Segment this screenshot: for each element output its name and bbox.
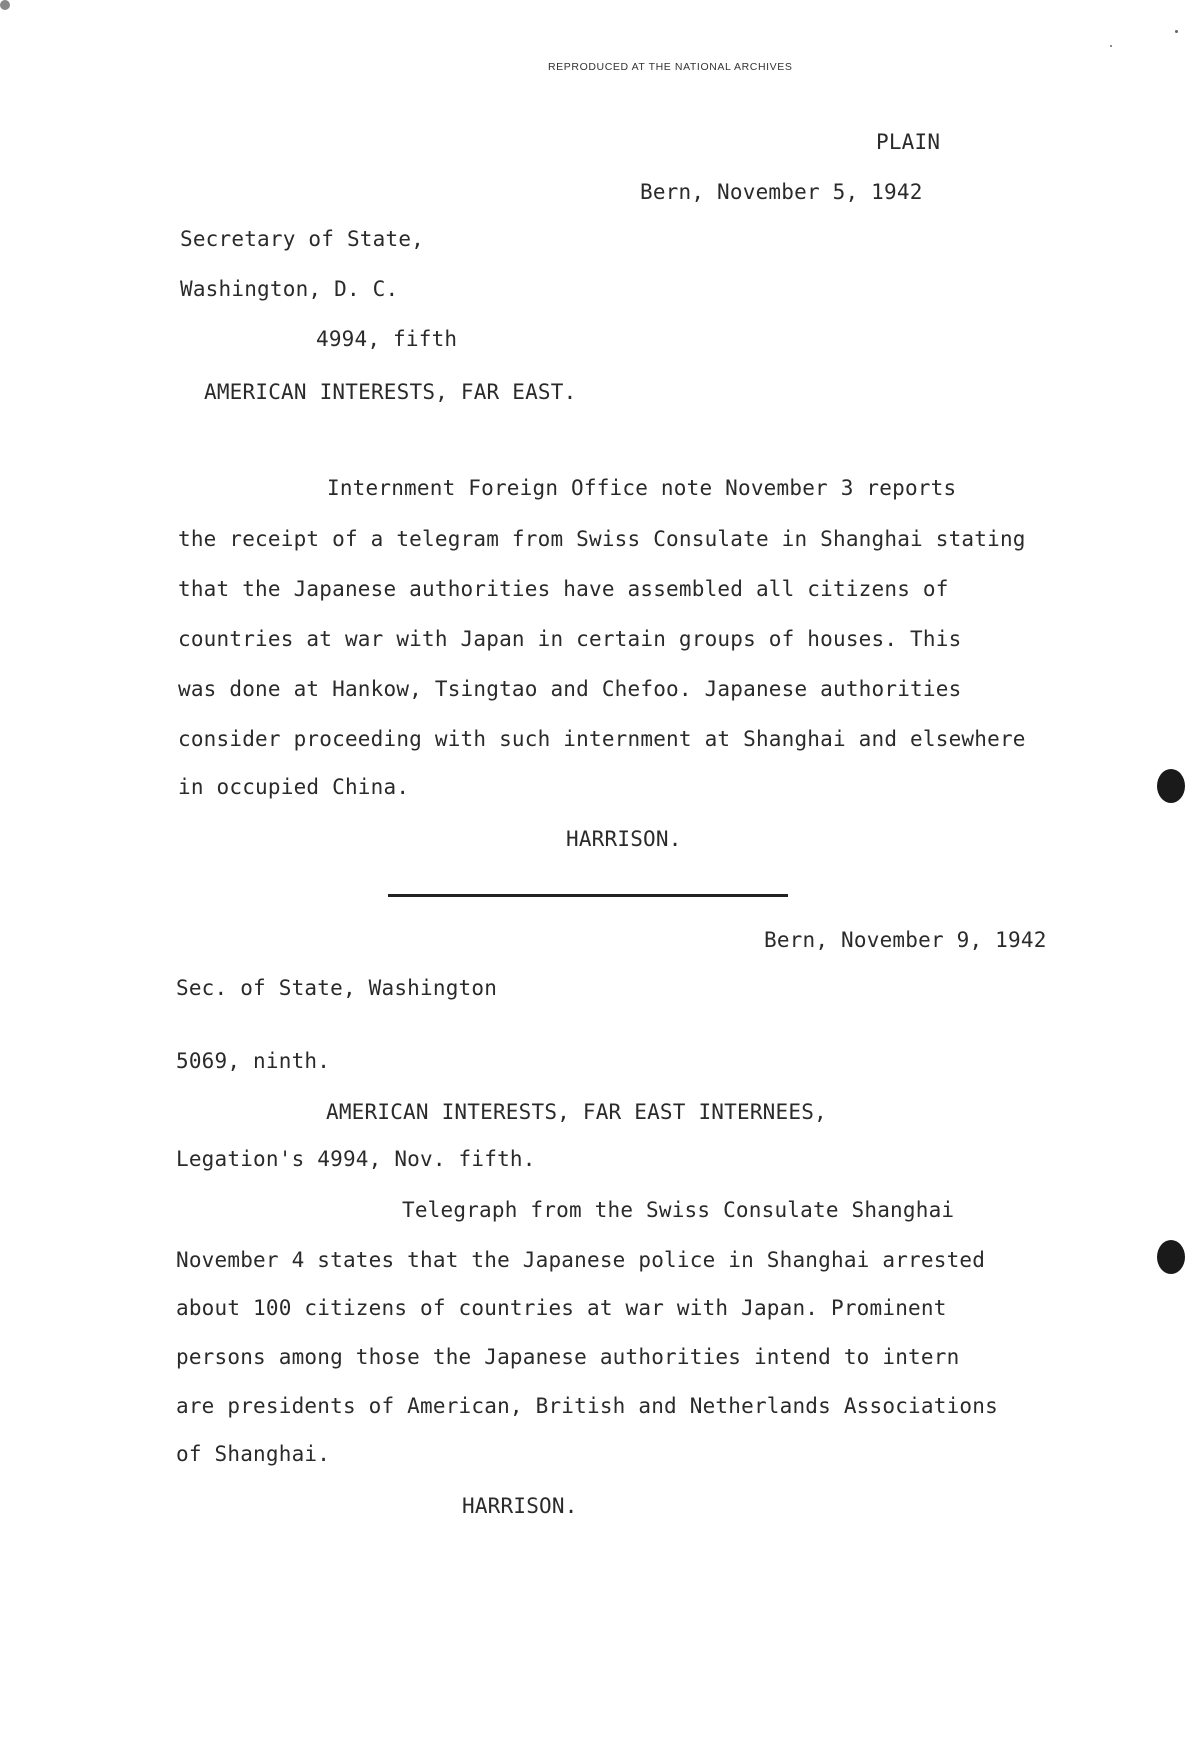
- telegram1-date: Bern, November 5, 1942: [640, 180, 923, 204]
- telegram2-signature: HARRISON.: [462, 1494, 578, 1518]
- scan-speck: [1110, 45, 1112, 47]
- scan-punch-hole: [1157, 769, 1185, 803]
- telegram2-body-line: about 100 citizens of countries at war with Japan. Prominent: [176, 1296, 947, 1320]
- separator-rule: [388, 894, 788, 897]
- scan-speck: [1175, 30, 1178, 33]
- telegram1-body-line: that the Japanese authorities have assembled all citizens of: [178, 577, 949, 601]
- telegram2-addressee: Sec. of State, Washington: [176, 976, 498, 1000]
- telegram1-signature: HARRISON.: [566, 827, 682, 851]
- scan-punch-hole: [1157, 1240, 1185, 1274]
- telegram1-body-line: in occupied China.: [178, 775, 410, 799]
- telegram1-body-line: consider proceeding with such internment at Shanghai and elsewhere: [178, 727, 1026, 751]
- telegram2-body-line: Telegraph from the Swiss Consulate Shanghai: [402, 1198, 955, 1222]
- scan-corner-mark: [0, 0, 10, 10]
- archive-header: REPRODUCED AT THE NATIONAL ARCHIVES: [548, 61, 793, 73]
- classification-plain: PLAIN: [876, 130, 941, 154]
- telegram1-addressee-line2: Washington, D. C.: [180, 277, 399, 301]
- telegram2-body-line: are presidents of American, British and Netherlands Associations: [176, 1394, 998, 1418]
- telegram1-body-line: was done at Hankow, Tsingtao and Chefoo. Japanese authorities: [178, 677, 962, 701]
- telegram1-body-line: Internment Foreign Office note November 3 reports: [327, 476, 957, 500]
- telegram1-number: 4994, fifth: [316, 327, 458, 351]
- telegram1-addressee-line1: Secretary of State,: [180, 227, 425, 251]
- telegram2-number: 5069, ninth.: [176, 1049, 331, 1073]
- telegram2-date: Bern, November 9, 1942: [764, 928, 1047, 952]
- telegram2-body-line: November 4 states that the Japanese police in Shanghai arrested: [176, 1248, 986, 1272]
- telegram2-body-line: persons among those the Japanese authorities intend to intern: [176, 1345, 960, 1369]
- telegram2-subject: AMERICAN INTERESTS, FAR EAST INTERNEES,: [326, 1100, 827, 1124]
- telegram2-reference: Legation's 4994, Nov. fifth.: [176, 1147, 536, 1171]
- telegram1-subject: AMERICAN INTERESTS, FAR EAST.: [204, 380, 577, 404]
- telegram1-body-line: the receipt of a telegram from Swiss Consulate in Shanghai stating: [178, 527, 1026, 551]
- telegram1-body-line: countries at war with Japan in certain groups of houses. This: [178, 627, 962, 651]
- telegram2-body-line: of Shanghai.: [176, 1442, 331, 1466]
